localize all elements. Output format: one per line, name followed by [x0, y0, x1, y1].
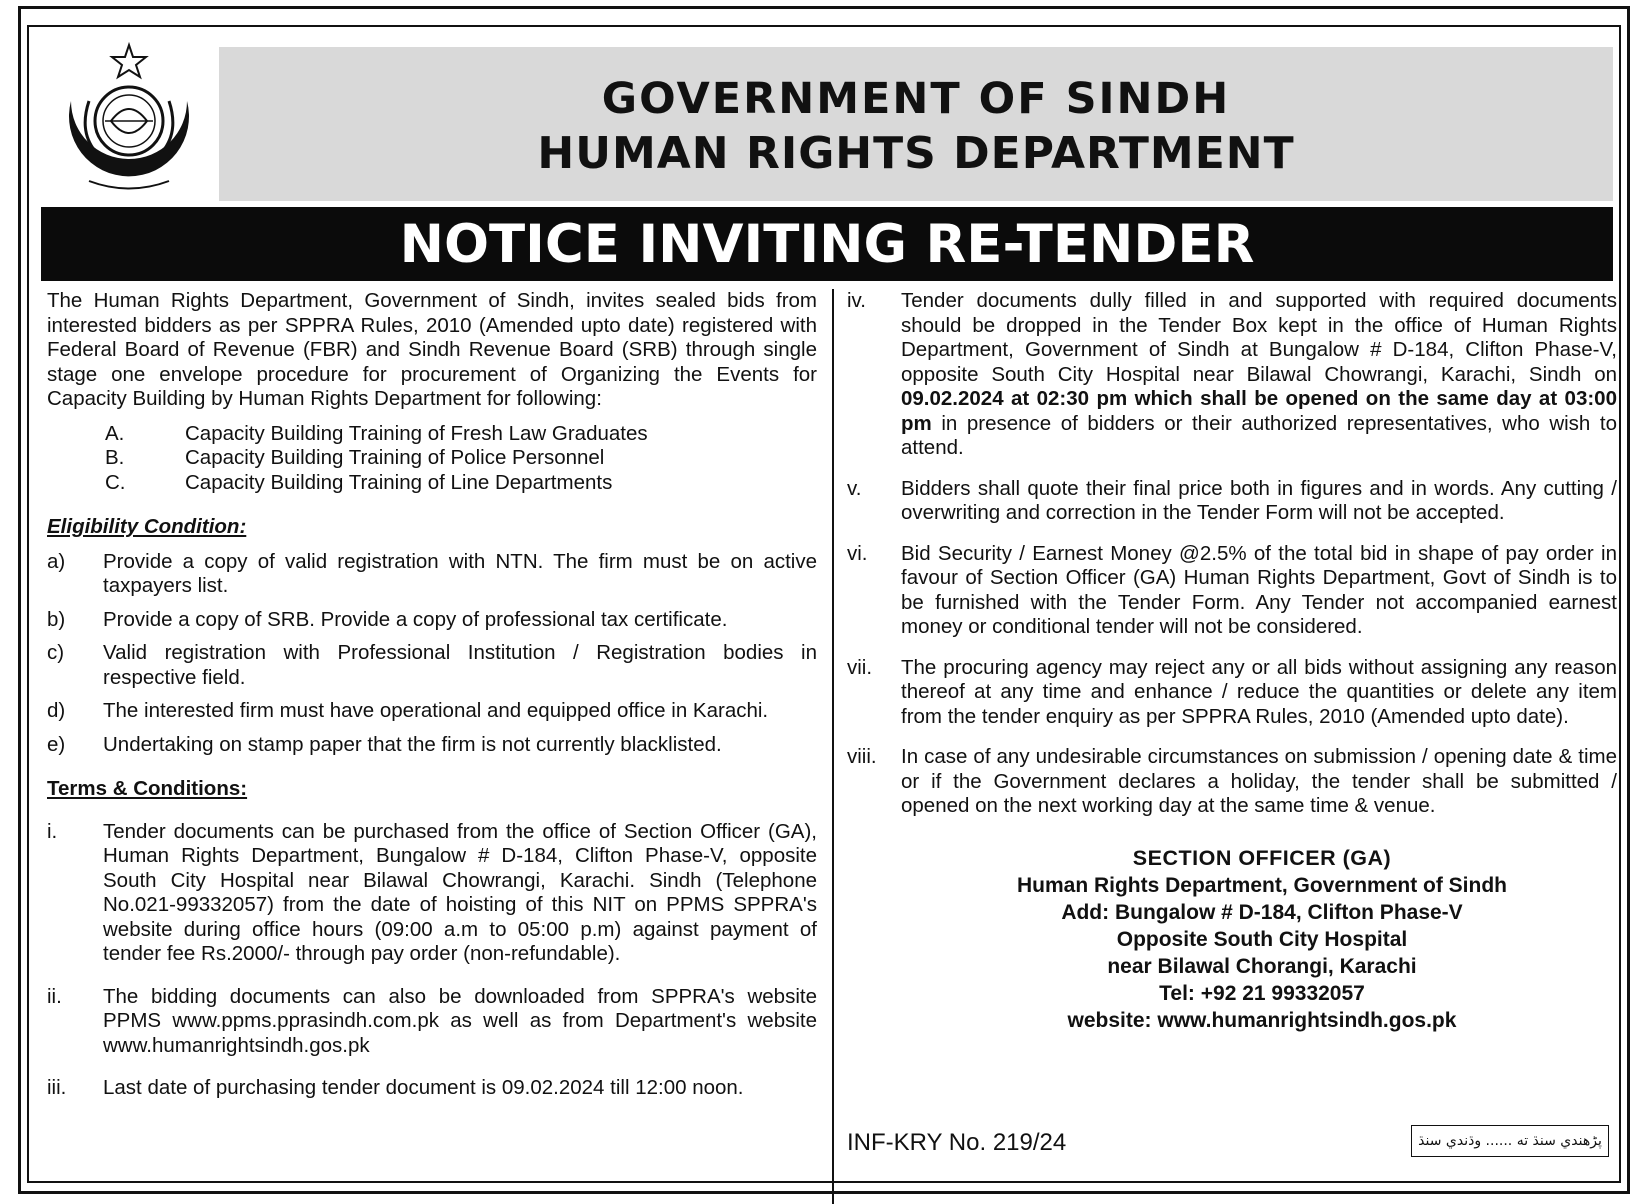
- list-item: A. Capacity Building Training of Fresh Law Graduates: [105, 421, 648, 445]
- list-item: c) Valid registration with Professional Institution / Registration bodies in respective field.: [47, 641, 817, 689]
- list-item: i. Tender documents can be purchased from the office of Section Officer (GA), Human Rights Department, Bungalow # D-184, Clifton Phase-V, opposite South City Hospital near Bilawal Chowrangi, Karachi. Sindh (Telephone No.021-99332057) from the date of hoisting of this NIT on PPMS SPPRA's website during office hours (09:00 a.m to 05:00 p.m) against payment of tender fee Rs.2000/- through pay order (non-refundable).: [47, 819, 817, 965]
- column-divider: [832, 289, 834, 1204]
- government-of-sindh-emblem-icon: [49, 41, 209, 201]
- events-list: [47, 422, 817, 496]
- list-item: iv. Tender documents dully filled in and supported with required documents should be dropped in the Tender Box kept in the office of Human Rights Department, Government of Sindh at Bungalow # D-184, Clifton Phase-V, opposite South City Hospital near Bilawal Chowrangi, Karachi, Sindh on 09.02.2024 at 02:30 pm which shall be opened on the same day at 03:00 pm in presence of bidders or their authorized representatives, who wish to attend.: [847, 289, 1617, 459]
- department-title: HUMAN RIGHTS DEPARTMENT: [537, 128, 1295, 179]
- slogan-stamp: پڑھندي سنڌ ته ...... وڌندي سنڌ: [1411, 1125, 1609, 1157]
- list-item: B. Capacity Building Training of Police Personnel: [105, 446, 605, 469]
- terms-list-left: [47, 820, 817, 1101]
- reference-number: INF-KRY No. 219/24: [847, 1129, 1067, 1156]
- header-box: [219, 47, 1613, 201]
- list-item: b) Provide a copy of SRB. Provide a copy of professional tax certificate.: [47, 607, 728, 631]
- terms-heading: Terms & Conditions:: [47, 777, 248, 800]
- list-item: e) Undertaking on stamp paper that the firm is not currently blacklisted.: [47, 732, 722, 756]
- intro-paragraph: The Human Rights Department, Government of Sindh, invites sealed bids from interested bidders as per SPPRA Rules, 2010 (Amended upto date) registered with Federal Board of Revenue (FBR) and Sindh Revenue Board (SRB) through single stage one envelope procedure for procurement of Organizing the Events for Capacity Building by Human Rights Department for following:: [47, 289, 817, 410]
- list-item: ii. The bidding documents can also be downloaded from SPPRA's website PPMS www.ppms.pprasindh.com.pk as well as from Department's website www.humanrightsindh.gos.pk: [47, 984, 817, 1057]
- government-title: GOVERNMENT OF SINDH: [601, 74, 1231, 124]
- notice-banner: NOTICE INVITING RE-TENDER: [41, 207, 1613, 281]
- eligibility-list: [47, 550, 817, 758]
- list-item: d) The interested firm must have operational and equipped office in Karachi.: [47, 699, 769, 722]
- list-item: C. Capacity Building Training of Line Departments: [105, 470, 613, 494]
- list-item: iii. Last date of purchasing tender document is 09.02.2024 till 12:00 noon.: [47, 1076, 744, 1099]
- newspaper-notice: [18, 6, 1630, 1194]
- list-item: viii. In case of any undesirable circumstances on submission / opening date & time or if the Government declares a holiday, the tender shall be submitted / opened on the next working day at the same time & venue.: [847, 745, 1617, 817]
- left-column: [47, 289, 817, 1110]
- list-item: vi. Bid Security / Earnest Money @2.5% of the total bid in shape of pay order in favour of Section Officer (GA) Human Rights Department, Govt of Sindh is to be furnished with the Tender Form. Any Tender not accompanied earnest money or conditional tender will not be considered.: [847, 541, 1617, 638]
- notice-border: [27, 25, 1621, 1183]
- signatory-title: SECTION OFFICER (GA): [1132, 845, 1392, 870]
- right-column: [847, 289, 1617, 1034]
- list-item: vii. The procuring agency may reject any or all bids without assigning any reason thereof at any time and enhance / reduce the quantities or delete any item from the tender enquiry as per SPPRA Rules, 2010 (Amended upto date).: [847, 655, 1617, 728]
- signature-block: SECTION OFFICER (GA) Human Rights Department, Government of Sindh Add: Bungalow # D-184, Clifton Phase-V Opposite South City Hospital near Bilawal Chorangi, Karachi Tel: +92 21 99332057 website: www.humanrightsindh.gos.pk: [847, 845, 1617, 1034]
- list-item: a) Provide a copy of valid registration with NTN. The firm must be on active taxpayers list.: [47, 549, 817, 597]
- list-item: v. Bidders shall quote their final price both in figures and in words. Any cutting / overwriting and correction in the Tender Form will not be accepted.: [847, 476, 1617, 524]
- eligibility-heading: Eligibility Condition:: [47, 515, 247, 538]
